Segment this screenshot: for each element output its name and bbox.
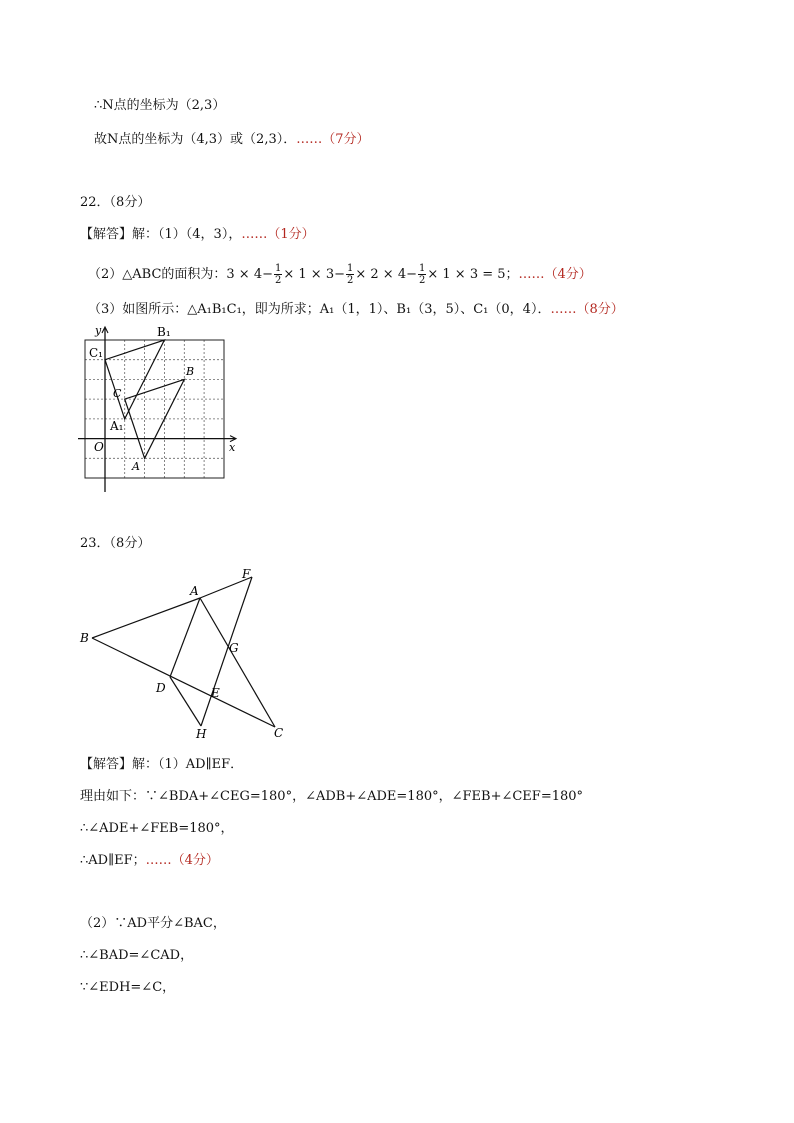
- solution-line-n-coordinate: ∴N点的坐标为（2,3）: [94, 98, 226, 113]
- point-b1-label: B₁: [157, 325, 171, 339]
- segment-bc: [92, 638, 275, 727]
- q22-answer-part3: [88, 301, 624, 319]
- q23-part2-line2: ∴∠BAD=∠CAD，: [80, 948, 194, 963]
- coordinate-grid-figure: [72, 320, 242, 495]
- area-expression-end: × 1 × 3 = 5；: [427, 267, 519, 282]
- area-expression-term: × 2 × 4−: [355, 267, 417, 282]
- point-e-label: E: [211, 686, 220, 700]
- q22-answer-part1: [80, 226, 315, 244]
- point-g-label: G: [229, 641, 239, 655]
- q23-reason-line: 理由如下：∵∠BDA+∠CEG=180°，∠ADB+∠ADE=180°，∠FEB+∠CEF=180°: [80, 789, 584, 804]
- score-marker: ……（1分）: [241, 227, 315, 242]
- fraction-one-half: $\frac{1}{2}$: [419, 263, 426, 286]
- q23-step-2: [80, 852, 219, 870]
- point-c1-label: C₁: [89, 346, 103, 360]
- answer-text: （3）如图所示：△A₁B₁C₁，即为所求；A₁（1，1）、B₁（3，5）、C₁（0，4）．: [88, 302, 551, 317]
- question-23-header: 23．（8分）: [80, 536, 151, 551]
- point-a-label: A: [190, 584, 199, 598]
- solution-line-n-answer: [94, 131, 370, 149]
- segment-dh: [170, 677, 201, 726]
- q23-answer-part1: 【解答】解：（1）AD∥EF．: [80, 757, 244, 772]
- question-22-header: 22．（8分）: [80, 195, 151, 210]
- q23-part2-line1: （2）∵AD平分∠BAC，: [80, 916, 226, 931]
- segment-ac: [200, 598, 275, 727]
- score-marker: ……（7分）: [296, 132, 370, 147]
- area-expression-term: × 1 × 3−: [283, 267, 345, 282]
- answer-text: ∴AD∥EF；: [80, 853, 146, 868]
- point-d-label: D: [156, 681, 166, 695]
- answer-text: 故N点的坐标为（4,3）或（2,3）．: [94, 132, 297, 147]
- q23-step-1: ∴∠ADE+∠FEB=180°，: [80, 821, 234, 836]
- segment-ba: [92, 598, 200, 638]
- answer-text: 【解答】解：（1）（4，3），: [80, 227, 242, 242]
- q23-part2-line3: ∵∠EDH=∠C，: [80, 980, 176, 995]
- point-f-label: F: [242, 567, 251, 581]
- fraction-one-half: $\frac{1}{2}$: [347, 263, 354, 286]
- area-expression-start: （2）△ABC的面积为：3 × 4−: [88, 267, 273, 282]
- segment-ad: [170, 598, 200, 677]
- point-b-label: B: [80, 631, 89, 645]
- point-a-label: A: [132, 460, 140, 473]
- score-marker: ……（4分）: [518, 267, 592, 282]
- fraction-one-half: $\frac{1}{2}$: [275, 263, 282, 286]
- origin-label: O: [94, 440, 104, 454]
- point-a1-label: A₁: [110, 419, 124, 433]
- point-h-label: H: [196, 727, 207, 741]
- x-axis-label: x: [229, 441, 236, 454]
- point-b-label: B: [186, 365, 195, 378]
- q22-answer-part2: [88, 263, 592, 286]
- score-marker: ……（8分）: [550, 302, 624, 317]
- point-c-label: C: [274, 726, 284, 740]
- geometry-figure-q23: [74, 560, 294, 745]
- score-marker: ……（4分）: [145, 853, 219, 868]
- y-axis-label: y: [95, 324, 102, 337]
- point-c-label: C: [113, 387, 122, 400]
